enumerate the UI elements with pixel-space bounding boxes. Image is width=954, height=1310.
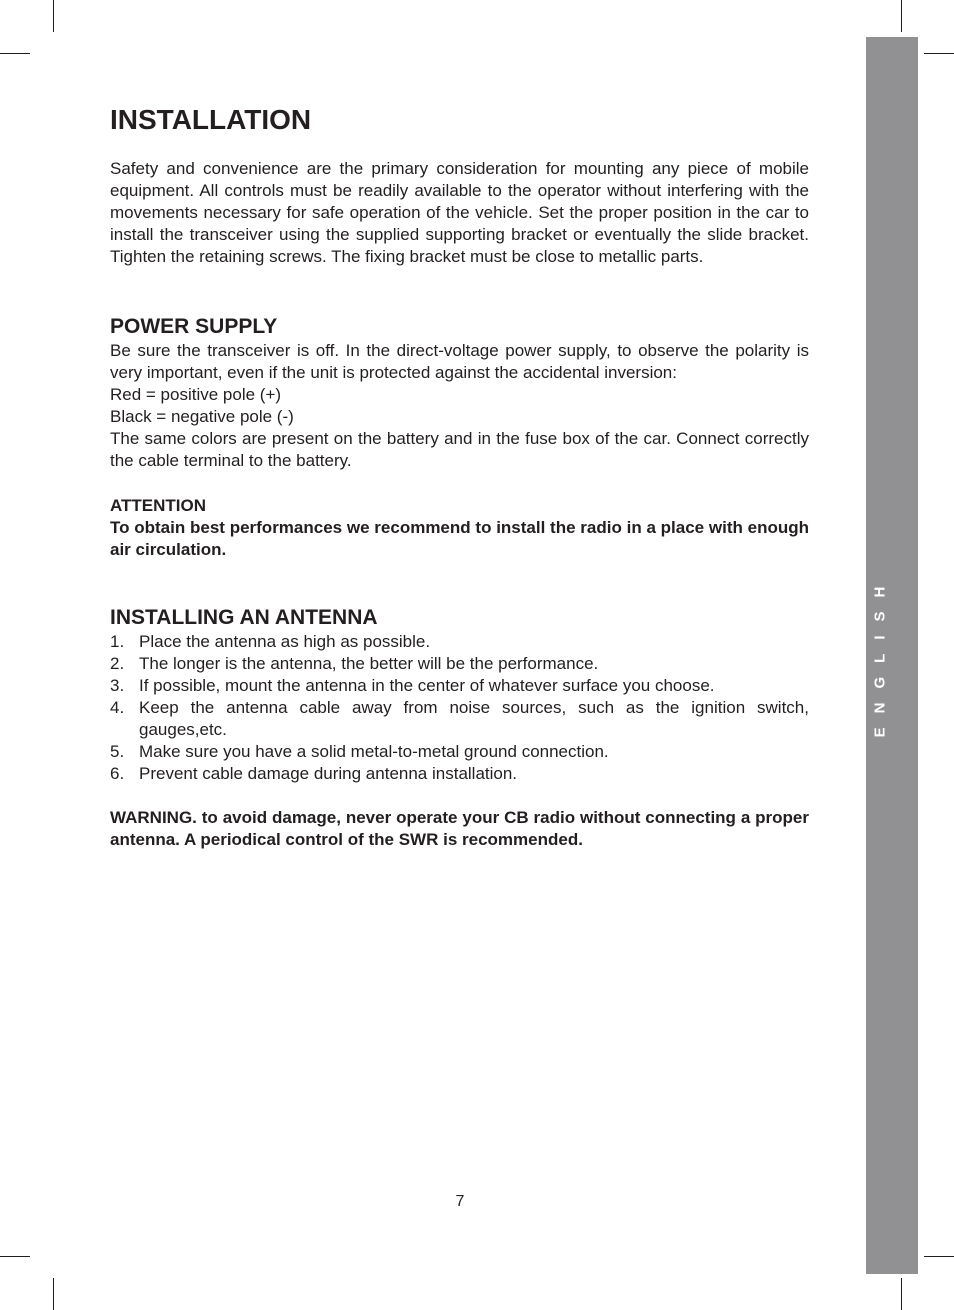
crop-mark-top-right-horizontal [924,53,954,54]
power-supply-title: POWER SUPPLY [110,315,278,338]
power-supply-section [110,314,809,472]
installation-body: Safety and convenience are the primary consideration for mounting any piece of mobile equipment. All controls must be readily available to the operator without interfering with the movements necessary for safe operation of the vehicle. Set the proper position in the car to install the transceiver using the supplied supporting bracket or eventually the slide bracket. Tighten the retaining screws. The fixing bracket must be close to metallic parts. [110,159,809,266]
list-item-text: Prevent cable damage during antenna installation. [139,764,518,783]
list-item [110,763,809,785]
language-side-tab-label: ENGLISH [871,572,889,738]
attention-text: To obtain best performances we recommend to install the radio in a place with enough air circulation. [110,518,809,559]
antenna-section [110,605,809,851]
crop-mark-bottom-left-vertical [53,1278,54,1310]
list-item-text: The longer is the antenna, the better will be the performance. [139,654,599,673]
crop-mark-bottom-right-vertical [901,1278,902,1310]
list-item-text: Keep the antenna cable away from noise sources, such as the ignition switch, gauges,etc. [139,698,809,739]
installation-title: INSTALLATION [110,104,312,135]
list-item-number: 3. [110,676,125,695]
list-item [110,675,809,697]
installation-section [110,100,809,268]
power-supply-intro: Be sure the transceiver is off. In the direct-voltage power supply, to observe the polarity is very important, even if the unit is protected against the accidental inversion: [110,341,809,382]
list-item-number: 1. [110,632,125,651]
crop-mark-top-left-horizontal [0,53,30,54]
power-supply-colors-note: The same colors are present on the battery and in the fuse box of the car. Connect correctly the cable terminal to the battery. [110,429,809,470]
list-item [110,741,809,763]
list-item-number: 2. [110,654,125,673]
antenna-warning: WARNING. to avoid damage, never operate your CB radio without connecting a proper antenna. A periodical control of the SWR is recommended. [110,808,809,849]
crop-mark-bottom-left-horizontal [0,1256,30,1257]
list-item-number: 5. [110,742,125,761]
polarity-red: Red = positive pole (+) [110,385,282,404]
list-item-text: Make sure you have a solid metal-to-metal ground connection. [139,742,609,761]
attention-section [110,495,809,561]
list-item-text: Place the antenna as high as possible. [139,632,431,651]
page-content [110,100,809,851]
crop-mark-bottom-right-horizontal [924,1256,954,1257]
polarity-black: Black = negative pole (-) [110,407,294,426]
list-item [110,631,809,653]
attention-title: ATTENTION [110,496,207,515]
crop-mark-top-right-vertical [901,0,902,32]
antenna-steps-list [110,631,809,785]
list-item-number: 6. [110,764,125,783]
list-item [110,697,809,741]
antenna-title: INSTALLING AN ANTENNA [110,606,378,629]
list-item [110,653,809,675]
list-item-number: 4. [110,698,125,717]
crop-mark-top-left-vertical [53,0,54,32]
page-number: 7 [455,1193,465,1210]
list-item-text: If possible, mount the antenna in the center of whatever surface you choose. [139,676,715,695]
